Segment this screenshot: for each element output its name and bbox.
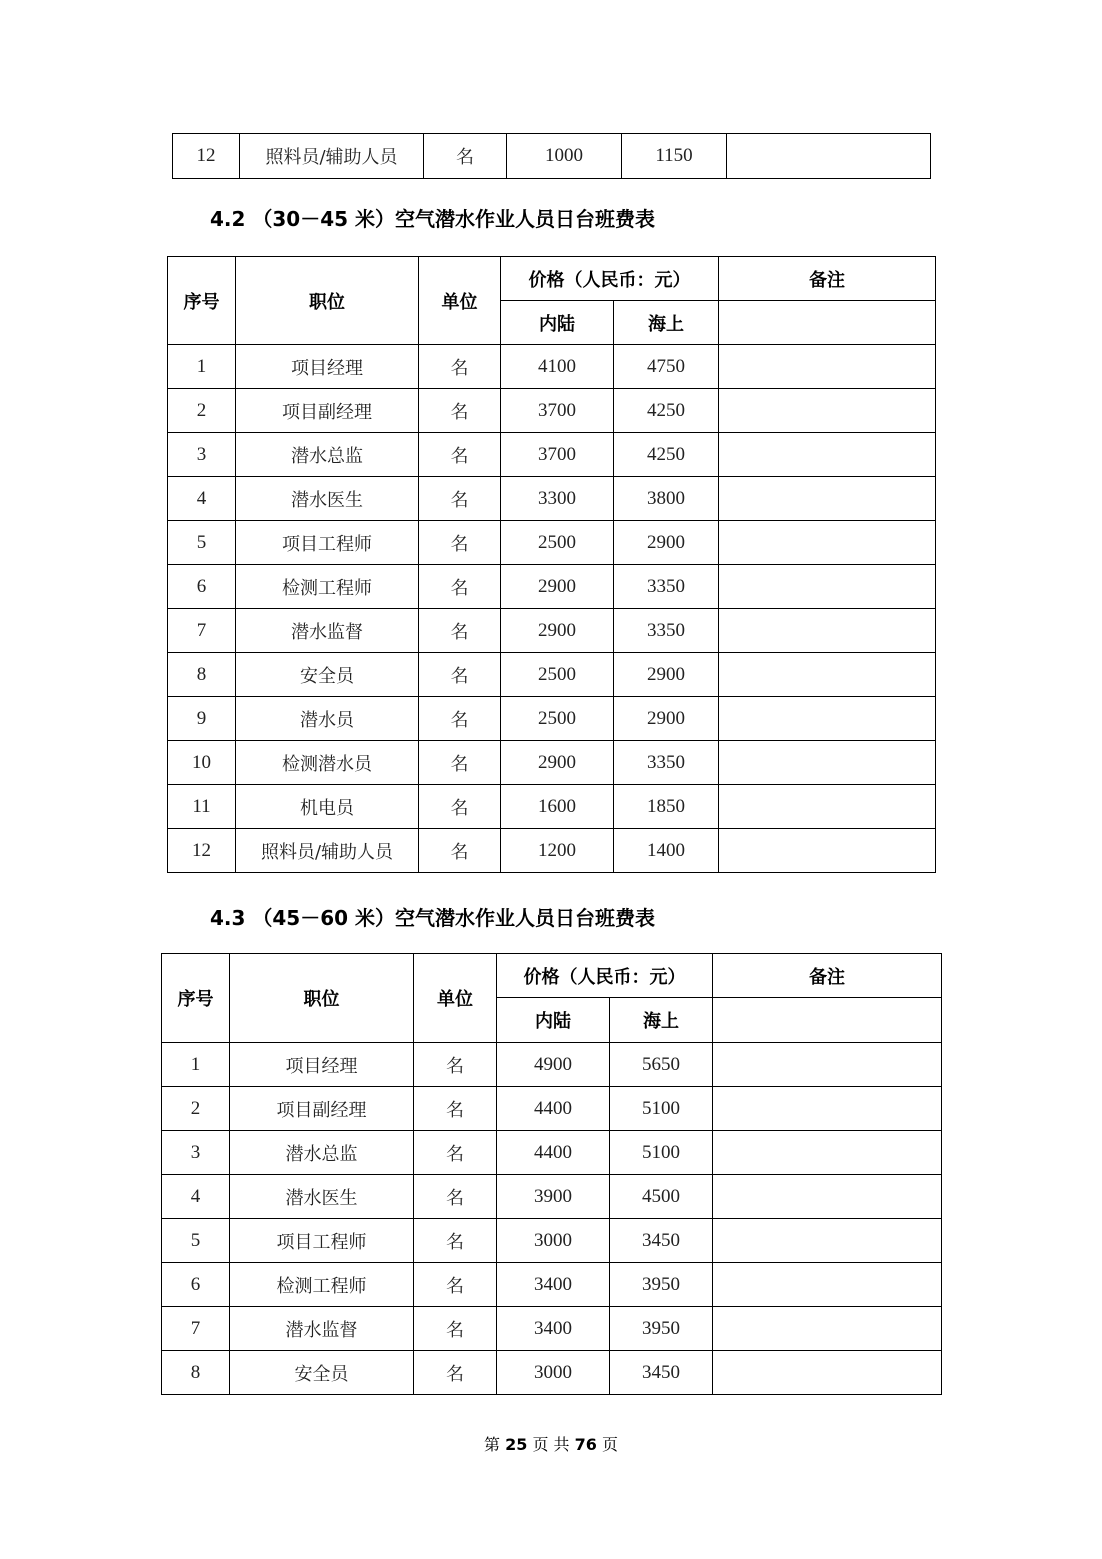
- unit-cell: 名: [414, 1131, 497, 1175]
- offshore-price-cell: 4250: [614, 389, 719, 433]
- unit-cell: 名: [414, 1087, 497, 1131]
- table-row: [173, 134, 931, 179]
- offshore-price-cell: 3350: [614, 609, 719, 653]
- footer-prefix: 第: [483, 1435, 500, 1454]
- unit-cell: 名: [419, 785, 501, 829]
- offshore-price-cell: 3350: [614, 741, 719, 785]
- offshore-price-cell: 3950: [610, 1263, 713, 1307]
- unit-cell: 名: [419, 741, 501, 785]
- inland-price-cell: 4400: [497, 1131, 610, 1175]
- index-cell: 8: [162, 1351, 230, 1395]
- offshore-price-cell: 1850: [614, 785, 719, 829]
- table-row: [162, 1131, 942, 1175]
- offshore-price-cell: 2900: [614, 521, 719, 565]
- index-cell: 5: [162, 1219, 230, 1263]
- index-cell: 1: [162, 1043, 230, 1087]
- unit-cell: 名: [419, 345, 501, 389]
- index-cell: 10: [168, 741, 236, 785]
- header-note-blank: [719, 301, 936, 345]
- inland-price-cell: 3400: [497, 1307, 610, 1351]
- position-cell: 照料员/辅助人员: [236, 829, 419, 873]
- unit-cell: 名: [424, 134, 507, 179]
- table-row: [162, 1307, 942, 1351]
- position-cell: 潜水医生: [230, 1175, 414, 1219]
- offshore-price-cell: 5100: [610, 1087, 713, 1131]
- table-row: [168, 345, 936, 389]
- position-cell: 项目副经理: [230, 1087, 414, 1131]
- index-cell: 12: [168, 829, 236, 873]
- note-cell: [719, 477, 936, 521]
- position-cell: 项目经理: [236, 345, 419, 389]
- unit-cell: 名: [419, 477, 501, 521]
- position-cell: 安全员: [236, 653, 419, 697]
- index-cell: 6: [162, 1263, 230, 1307]
- header-position: 职位: [230, 954, 414, 1043]
- table-row: [162, 1263, 942, 1307]
- header-inland: 内陆: [501, 301, 614, 345]
- unit-cell: 名: [419, 433, 501, 477]
- table-row: [168, 477, 936, 521]
- offshore-price-cell: 4500: [610, 1175, 713, 1219]
- header-note-blank: [713, 998, 942, 1043]
- table-row: [162, 1219, 942, 1263]
- header-unit: 单位: [419, 257, 501, 345]
- unit-cell: 名: [419, 829, 501, 873]
- note-cell: [713, 1175, 942, 1219]
- section-4-3-title: 4.3 （45－60 米）空气潜水作业人员日台班费表: [210, 906, 656, 930]
- note-cell: [719, 697, 936, 741]
- offshore-price-cell: 1150: [622, 134, 727, 179]
- note-cell: [713, 1219, 942, 1263]
- inland-price-cell: 3700: [501, 389, 614, 433]
- offshore-price-cell: 3950: [610, 1307, 713, 1351]
- index-cell: 7: [162, 1307, 230, 1351]
- position-cell: 照料员/辅助人员: [240, 134, 424, 179]
- unit-cell: 名: [414, 1307, 497, 1351]
- inland-price-cell: 4900: [497, 1043, 610, 1087]
- note-cell: [713, 1263, 942, 1307]
- index-cell: 1: [168, 345, 236, 389]
- inland-price-cell: 3400: [497, 1263, 610, 1307]
- inland-price-cell: 1200: [501, 829, 614, 873]
- note-cell: [719, 653, 936, 697]
- header-price: 价格（人民币：元）: [497, 954, 713, 998]
- table-row: [162, 1175, 942, 1219]
- index-cell: 3: [162, 1131, 230, 1175]
- note-cell: [719, 565, 936, 609]
- unit-cell: 名: [414, 1263, 497, 1307]
- table-row: [162, 1043, 942, 1087]
- unit-cell: 名: [419, 521, 501, 565]
- note-cell: [713, 1043, 942, 1087]
- carryover-table: [172, 133, 931, 179]
- table-row: [168, 697, 936, 741]
- offshore-price-cell: 3800: [614, 477, 719, 521]
- header-inland: 内陆: [497, 998, 610, 1043]
- header-index: 序号: [168, 257, 236, 345]
- inland-price-cell: 2500: [501, 697, 614, 741]
- position-cell: 检测工程师: [230, 1263, 414, 1307]
- position-cell: 项目工程师: [236, 521, 419, 565]
- offshore-price-cell: 3450: [610, 1219, 713, 1263]
- table-row: [168, 433, 936, 477]
- unit-cell: 名: [419, 609, 501, 653]
- header-price: 价格（人民币：元）: [501, 257, 719, 301]
- offshore-price-cell: 3450: [610, 1351, 713, 1395]
- inland-price-cell: 2900: [501, 741, 614, 785]
- unit-cell: 名: [419, 389, 501, 433]
- page-number: 25: [505, 1435, 528, 1454]
- footer-suffix: 页: [602, 1435, 619, 1454]
- note-cell: [719, 345, 936, 389]
- table-4-3-body: [162, 1043, 942, 1395]
- table-4-3: [161, 953, 942, 1395]
- unit-cell: 名: [419, 697, 501, 741]
- table-4-2-body: [168, 345, 936, 873]
- position-cell: 潜水总监: [230, 1131, 414, 1175]
- index-cell: 5: [168, 521, 236, 565]
- header-offshore: 海上: [614, 301, 719, 345]
- header-note: 备注: [719, 257, 936, 301]
- note-cell: [713, 1131, 942, 1175]
- unit-cell: 名: [414, 1043, 497, 1087]
- note-cell: [713, 1307, 942, 1351]
- inland-price-cell: 4100: [501, 345, 614, 389]
- table-row: [168, 565, 936, 609]
- position-cell: 潜水总监: [236, 433, 419, 477]
- table-row: [168, 389, 936, 433]
- unit-cell: 名: [414, 1175, 497, 1219]
- page-footer: [0, 1432, 1102, 1455]
- header-unit: 单位: [414, 954, 497, 1043]
- inland-price-cell: 1600: [501, 785, 614, 829]
- table-4-2: [167, 256, 936, 873]
- offshore-price-cell: 4250: [614, 433, 719, 477]
- position-cell: 安全员: [230, 1351, 414, 1395]
- header-index: 序号: [162, 954, 230, 1043]
- note-cell: [719, 433, 936, 477]
- offshore-price-cell: 5100: [610, 1131, 713, 1175]
- table-row: [168, 609, 936, 653]
- index-cell: 4: [168, 477, 236, 521]
- index-cell: 9: [168, 697, 236, 741]
- position-cell: 潜水监督: [230, 1307, 414, 1351]
- inland-price-cell: 3300: [501, 477, 614, 521]
- note-cell: [713, 1087, 942, 1131]
- note-cell: [719, 785, 936, 829]
- index-cell: 3: [168, 433, 236, 477]
- note-cell: [719, 741, 936, 785]
- unit-cell: 名: [414, 1351, 497, 1395]
- note-cell: [719, 521, 936, 565]
- position-cell: 项目经理: [230, 1043, 414, 1087]
- table-row: [162, 1087, 942, 1131]
- note-cell: [713, 1351, 942, 1395]
- position-cell: 潜水监督: [236, 609, 419, 653]
- inland-price-cell: 2500: [501, 521, 614, 565]
- unit-cell: 名: [419, 565, 501, 609]
- index-cell: 4: [162, 1175, 230, 1219]
- page-total: 76: [574, 1435, 597, 1454]
- index-cell: 11: [168, 785, 236, 829]
- position-cell: 潜水员: [236, 697, 419, 741]
- table-4-3-header: [162, 954, 942, 1043]
- offshore-price-cell: 4750: [614, 345, 719, 389]
- table-row: [168, 741, 936, 785]
- inland-price-cell: 1000: [507, 134, 622, 179]
- position-cell: 检测工程师: [236, 565, 419, 609]
- position-cell: 潜水医生: [236, 477, 419, 521]
- index-cell: 2: [168, 389, 236, 433]
- index-cell: 2: [162, 1087, 230, 1131]
- offshore-price-cell: 2900: [614, 653, 719, 697]
- note-cell: [719, 389, 936, 433]
- unit-cell: 名: [419, 653, 501, 697]
- inland-price-cell: 3900: [497, 1175, 610, 1219]
- table-row: [162, 1351, 942, 1395]
- inland-price-cell: 3700: [501, 433, 614, 477]
- inland-price-cell: 2500: [501, 653, 614, 697]
- inland-price-cell: 2900: [501, 565, 614, 609]
- index-cell: 8: [168, 653, 236, 697]
- inland-price-cell: 2900: [501, 609, 614, 653]
- offshore-price-cell: 5650: [610, 1043, 713, 1087]
- header-note: 备注: [713, 954, 942, 998]
- position-cell: 项目副经理: [236, 389, 419, 433]
- position-cell: 项目工程师: [230, 1219, 414, 1263]
- offshore-price-cell: 3350: [614, 565, 719, 609]
- table-row: [168, 653, 936, 697]
- note-cell: [727, 134, 931, 179]
- footer-middle: 页 共: [532, 1435, 570, 1454]
- table-row: [168, 829, 936, 873]
- inland-price-cell: 3000: [497, 1219, 610, 1263]
- table-row: [168, 785, 936, 829]
- index-cell: 7: [168, 609, 236, 653]
- position-cell: 机电员: [236, 785, 419, 829]
- index-cell: 12: [173, 134, 240, 179]
- header-position: 职位: [236, 257, 419, 345]
- table-row: [168, 521, 936, 565]
- note-cell: [719, 609, 936, 653]
- header-offshore: 海上: [610, 998, 713, 1043]
- position-cell: 检测潜水员: [236, 741, 419, 785]
- unit-cell: 名: [414, 1219, 497, 1263]
- note-cell: [719, 829, 936, 873]
- table-4-2-header: [168, 257, 936, 345]
- offshore-price-cell: 2900: [614, 697, 719, 741]
- inland-price-cell: 4400: [497, 1087, 610, 1131]
- index-cell: 6: [168, 565, 236, 609]
- section-4-2-title: 4.2 （30－45 米）空气潜水作业人员日台班费表: [210, 207, 656, 231]
- offshore-price-cell: 1400: [614, 829, 719, 873]
- inland-price-cell: 3000: [497, 1351, 610, 1395]
